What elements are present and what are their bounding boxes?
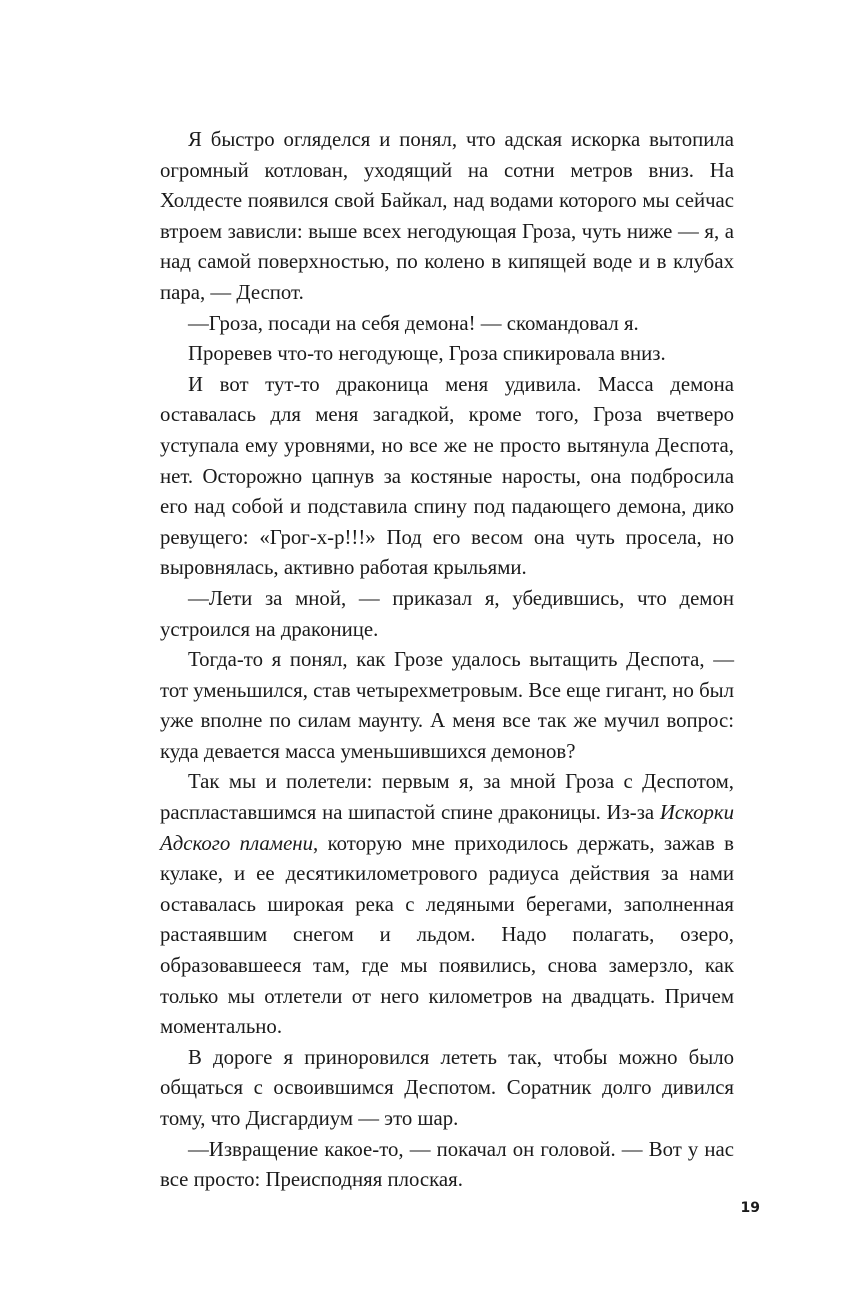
paragraph: И вот тут-то драконица меня удивила. Масса демона оставалась для меня загадкой, кроме того, Гроза вчетверо уступала ему уровнями, но все же не просто вытянула Деспота, нет. Осторожно цапнув за костяные наросты, она подбросила его над собой и подставила спину под падающего демона, дико ревущего: «Грог-х-р!!!» Под его весом она чуть просела, но выровнялась, активно работая крыльями. [160, 372, 734, 580]
paragraph: —Извращение какое-то, — покачал он головой. — Вот у нас все просто: Преисподняя плоская. [160, 1137, 734, 1192]
paragraph-text: , которую мне приходилось держать, зажав в кулаке, и ее десятикилометрового радиуса действия за нами оставалась широкая река с ледяными берегами, заполненная растаявшим снегом и льдом. Надо полагать, озеро, образовавшееся там, где мы появились, снова замерзло, как только мы отлетели от него километров на двадцать. Причем моментально. [160, 831, 735, 1039]
paragraph [160, 767, 734, 1042]
page-number: 19 [740, 1200, 760, 1216]
paragraph: Проревев что-то негодующе, Гроза спикировала вниз. [188, 342, 666, 366]
paragraph-text: Так мы и полетели: первым я, за мной Гроза с Деспотом, распластавшимся на шипастой спине драконицы. Из-за [160, 770, 734, 825]
paragraph: —Гроза, посади на себя демона! — скомандовал я. [188, 311, 639, 335]
paragraph: В дороге я приноровился лететь так, чтобы можно было общаться с освоившимся Деспотом. Соратник долго дивился тому, что Дисгардиум — это шар. [160, 1045, 734, 1130]
page-body [160, 125, 734, 1196]
paragraph: —Лети за мной, — приказал я, убедившись, что демон устроился на драконице. [160, 586, 734, 641]
italic-title: Искорки Адского пламени [160, 801, 734, 855]
paragraph: Я быстро огляделся и понял, что адская искорка вытопила огромный котлован, уходящий на сотни метров вниз. На Холдесте появился свой Байкал, над водами которого мы сейчас втроем зависли: выше всех негодующая Гроза, чуть ниже — я, а над самой поверхностью, по колено в кипящей воде и в клубах пара, — Деспот. [160, 128, 734, 304]
paragraph: Тогда-то я понял, как Грозе удалось вытащить Деспота, — тот уменьшился, став четырехметровым. Все еще гигант, но был уже вполне по силам маунту. А меня все так же мучил вопрос: куда девается масса уменьшившихся демонов? [160, 648, 734, 763]
